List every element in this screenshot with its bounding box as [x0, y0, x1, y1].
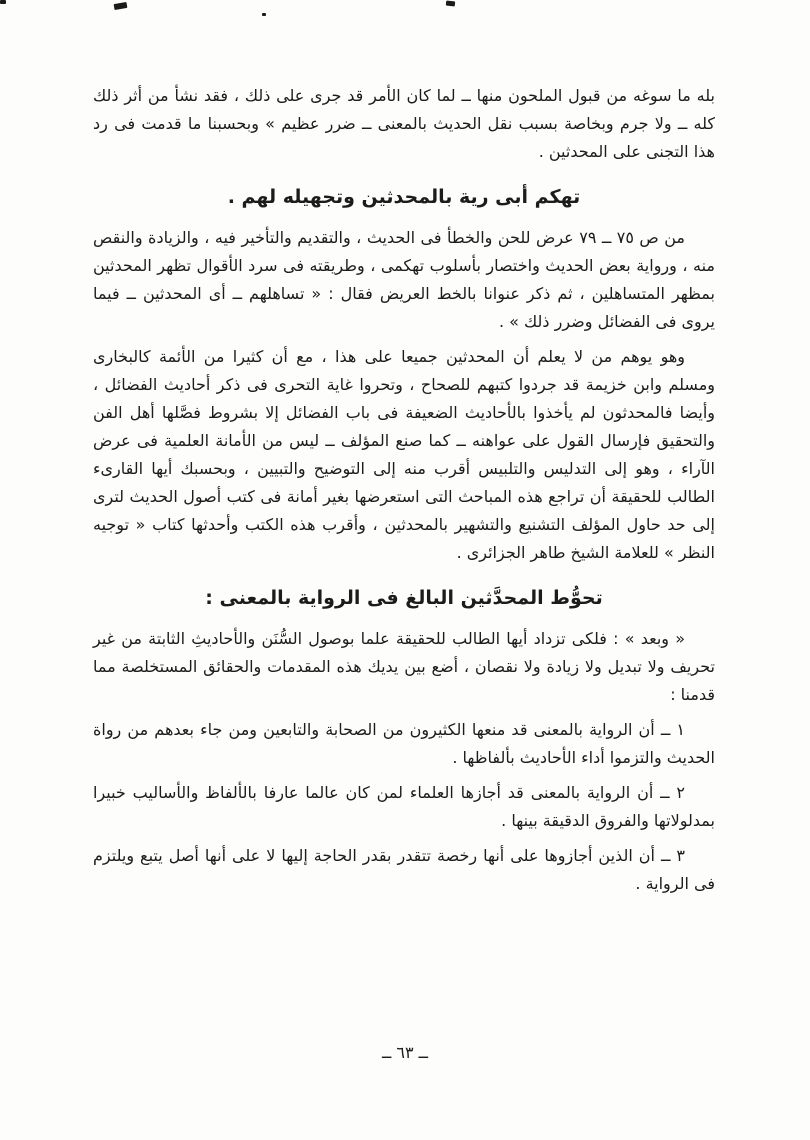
- page-number: ــ ٦٣ ــ: [381, 1043, 429, 1062]
- numbered-item-2: ٢ ــ أن الرواية بالمعنى قد أجازها العلماء لمن كان عالما عارفا بالألفاظ والأساليب خبيرا بمدلولاتها والفروق الدقيقة بينها .: [93, 783, 715, 830]
- body-paragraph: « وبعد » : فلكى تزداد أيها الطالب للحقيقة علما بوصول السُّنَن والأحاديثِ الثابتة من غير تحريف ولا تبديل ولا زيادة ولا نقصان ، أضع بين يديك هذه المقدمات والحقائق المستخلصة مما قدمنا :: [93, 629, 715, 704]
- body-paragraph: بله ما سوغه من قبول الملحون منها ــ لما كان الأمر قد جرى على ذلك ، فقد نشأ من أثر ذلك كله ــ ولا جرم وبخاصة بسبب نقل الحديث بالمعنى ــ ضرر عظيم » وبحسبنا ما قدمت فى رد هذا التجنى على المحدثين .: [93, 86, 715, 161]
- section-heading-caution: تحوُّط المحدَّثين البالغ فى الرواية بالمعنى :: [205, 587, 603, 609]
- numbered-item-3: ٣ ــ أن الذين أجازوها على أنها رخصة تتقدر بقدر الحاجة إليها لا على أنها أصل يتبع ويلتزم فى الرواية .: [93, 846, 715, 893]
- scan-artifact: [0, 0, 6, 4]
- body-paragraph: وهو يوهم من لا يعلم أن المحدثين جميعا على هذا ، مع أن كثيرا من الأئمة كالبخارى ومسلم وابن خزيمة قد جردوا كتبهم للصحاح ، وتحروا غاية التحرى فى ذكر أحاديث الفضائل ، وأيضا فالمحدثون لم يأخذوا بالأحاديث الضعيفة فى باب الفضائل إلا بشروط فصَّلها أهل الفن والتحقيق فإرسال القول على عواهنه ــ كما صنع المؤلف ــ ليس من الأمانة العلمية فى عرض الآراء ، وهو إلى التدليس والتلبيس أقرب منه إلى التوضيح والتبيين ، وبحسبك أيها القارىء الطالب للحقيقة أن تراجع هذه المباحث التى استعرضها بغير أمانة فى كتب أصول الحديث لترى إلى حد حاول المؤلف التشنيع والتشهير بالمحدثين ، وأقرب هذه الكتب وأحدثها كتاب « توجيه النظر » للعلامة الشيخ طاهر الجزائرى .: [93, 347, 715, 562]
- page-content: [93, 82, 715, 905]
- scan-artifact: [262, 13, 266, 16]
- scan-artifact: [446, 1, 455, 7]
- numbered-item-1: ١ ــ أن الرواية بالمعنى قد منعها الكثيرون من الصحابة والتابعين ومن جاء بعدهم من رواة الحديث والتزموا أداء الأحاديث بألفاظها .: [93, 720, 715, 767]
- body-paragraph: من ص ٧٥ ــ ٧٩ عرض للحن والخطأ فى الحديث ، والتقديم والتأخير فيه ، والزيادة والنقص منه ، ورواية بعض الحديث واختصار بأسلوب تهكمى ، وطريقته فى سرد الأقوال تظهر المحدثين بمظهر المتساهلين ، ثم ذكر عنوانا بالخط العريض فقال : « تساهلهم ــ أى المحدثين ــ فيما يروى فى الفضائل وضرر ذلك » .: [93, 228, 715, 331]
- scan-artifact: [114, 2, 128, 10]
- section-heading-mockery: تهكم أبى رية بالمحدثين وتجهيله لهم .: [227, 186, 581, 208]
